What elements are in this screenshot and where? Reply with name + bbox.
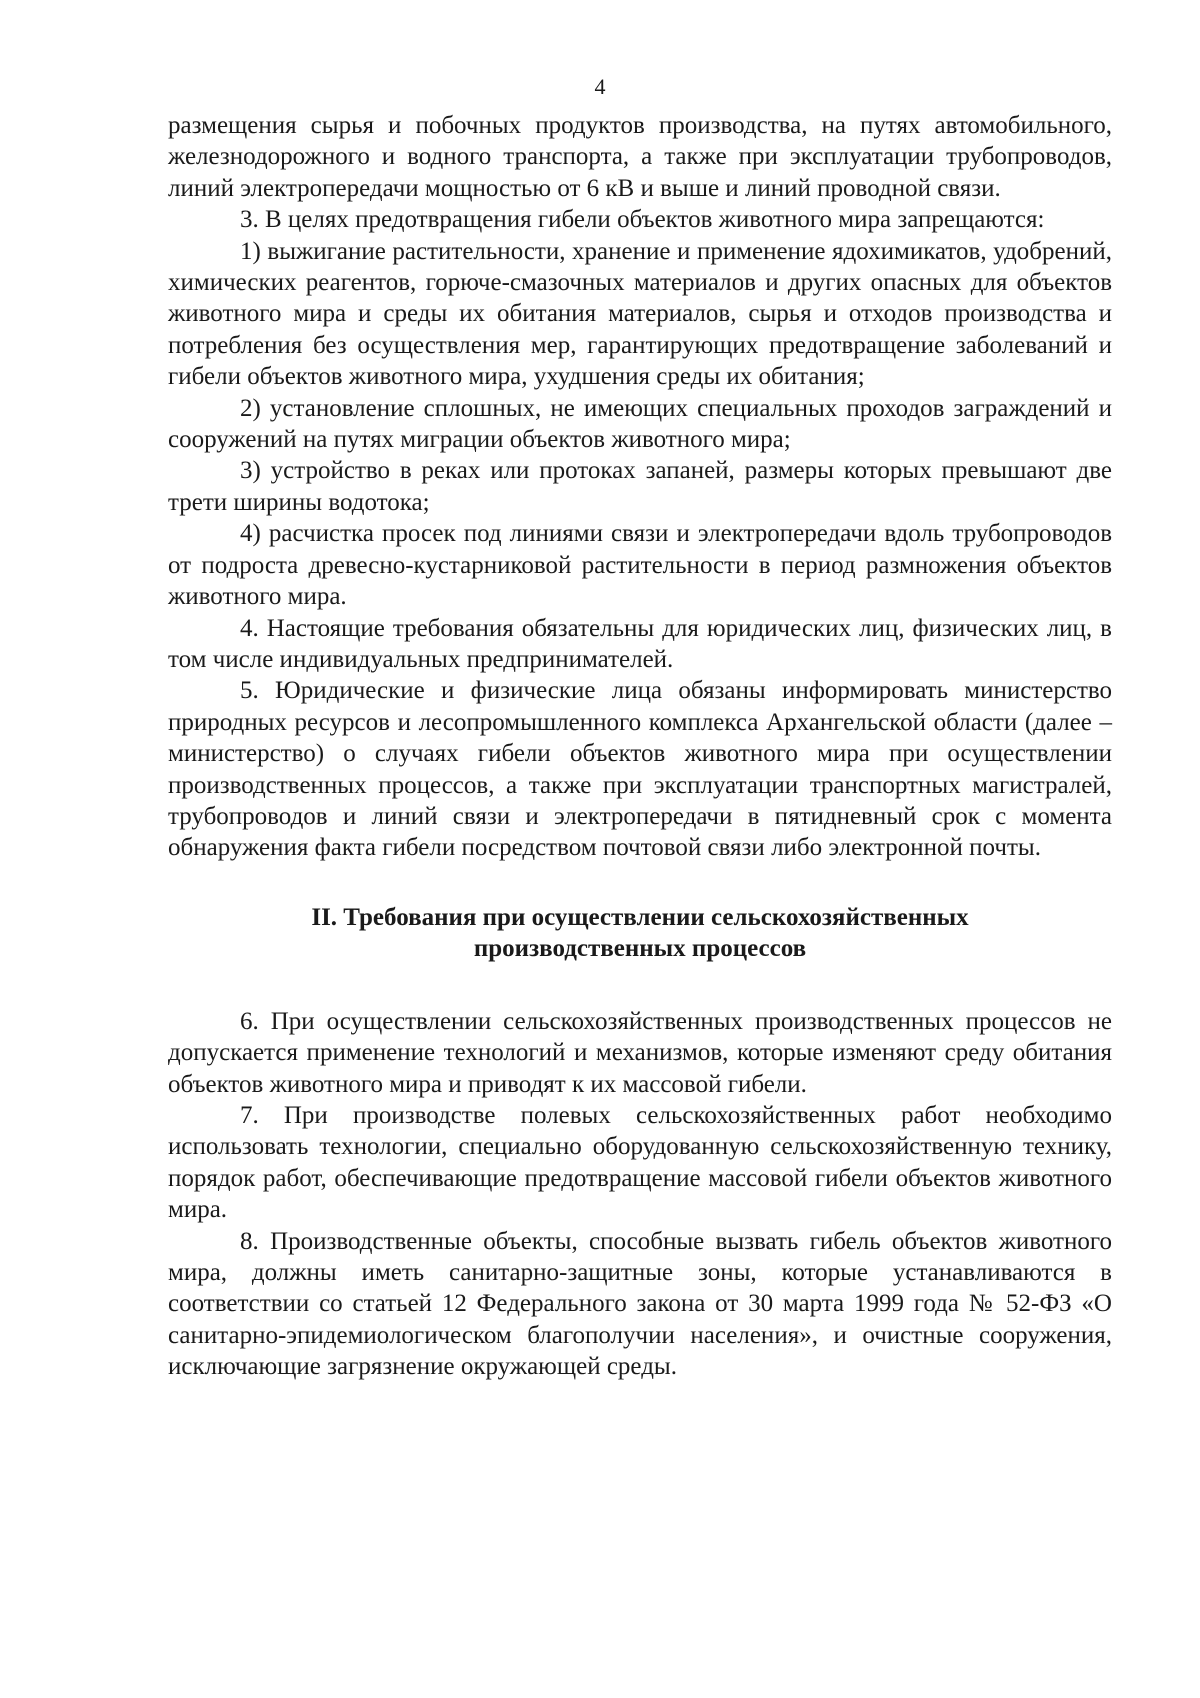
subitem-2: 2) установление сплошных, не имеющих специальных проходов заграждений и сооружений на путях миграции объектов животного мира;	[168, 394, 1112, 454]
paragraph-group-top	[168, 110, 1112, 864]
section-heading-line-2: производственных процессов	[473, 934, 807, 962]
paragraph-item-6: 6. При осуществлении сельскохозяйственных производственных процессов не допускается применение технологий и механизмов, которые изменяют среду обитания объектов животного мира и приводят к их массовой гибели.	[168, 1007, 1112, 1098]
paragraph-item-8: 8. Производственные объекты, способные вызвать гибель объектов животного мира, должны иметь санитарно-защитные зоны, которые устанавливаются в соответствии со статьей 12 Федерального закона от 30 марта 1999 года № 52-ФЗ «О санитарно-эпидемиологическом благополучии населения», и очистные сооружения, исключающие загрязнение окружающей среды.	[168, 1227, 1112, 1381]
paragraph-continuation: размещения сырья и побочных продуктов производства, на путях автомобильного, железнодорожного и водного транспорта, а также при эксплуатации трубопроводов, линий электропередачи мощностью от 6 кВ и выше и линий проводной связи.	[168, 112, 1112, 202]
paragraph-item-3: 3. В целях предотвращения гибели объектов животного мира запрещаются:	[240, 206, 1045, 234]
paragraph-group-bottom	[168, 1006, 1112, 1383]
subitem-1: 1) выжигание растительности, хранение и применение ядохимикатов, удобрений, химических реагентов, горюче-смазочных материалов и других опасных для объектов животного мира и среды их обитания материалов, сырья и отходов производства и потребления без осуществления мер, гарантирующих предотвращение заболеваний и гибели объектов животного мира, ухудшения среды их обитания;	[168, 237, 1112, 391]
page-number: 4	[594, 74, 606, 99]
paragraph-item-4: 4. Настоящие требования обязательны для юридических лиц, физических лиц, в том числе индивидуальных предпринимателей.	[168, 614, 1112, 673]
section-heading-line-1: II. Требования при осуществлении сельскохозяйственных	[311, 903, 969, 931]
subitem-3: 3) устройство в реках или протоках запаней, размеры которых превышают две трети ширины водотока;	[168, 457, 1112, 516]
subitem-4: 4) расчистка просек под линиями связи и электропередачи вдоль трубопроводов от подроста древесно-кустарниковой растительности в период размножения объектов животного мира.	[168, 520, 1112, 611]
paragraph-item-7: 7. При производстве полевых сельскохозяйственных работ необходимо использовать технологии, специально оборудованную сельскохозяйственную технику, порядок работ, обеспечивающие предотвращение массовой гибели объектов животного мира.	[168, 1101, 1112, 1224]
section-heading	[168, 902, 1112, 964]
paragraph-item-5: 5. Юридические и физические лица обязаны информировать министерство природных ресурсов и лесопромышленного комплекса Архангельской области (далее – министерство) о случаях гибели объектов животного мира при осуществлении производственных процессов, а также при эксплуатации транспортных магистралей, трубопроводов и линий связи и электропередачи в пятидневный срок с момента обнаружения факта гибели посредством почтовой связи либо электронной почты.	[168, 677, 1112, 862]
document-body	[168, 110, 1112, 1383]
